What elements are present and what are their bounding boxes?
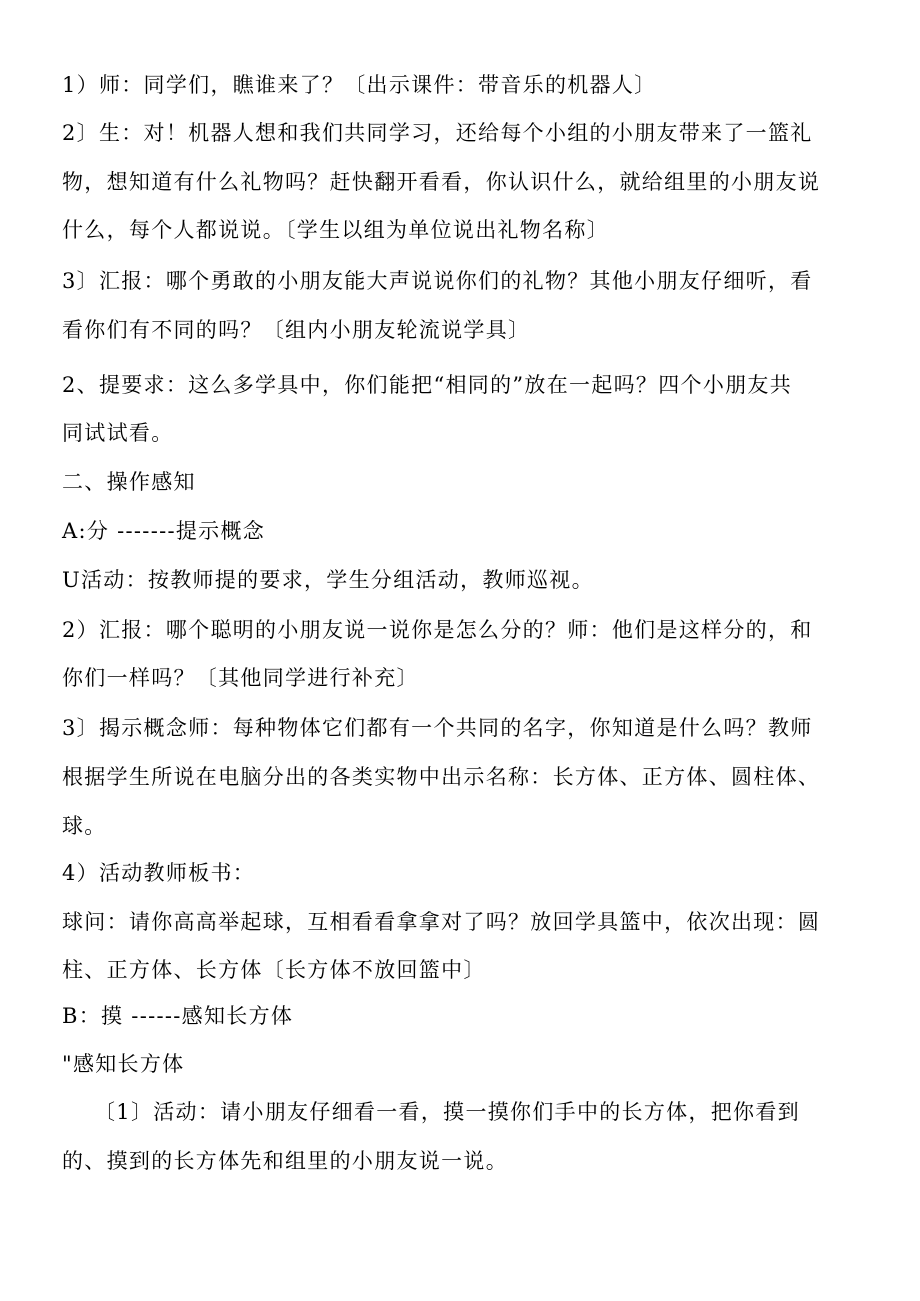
text-line: 3〕揭示概念师：每种物体它们都有一个共同的名字，你知道是什么吗？教师 bbox=[62, 716, 813, 740]
text-line: 什么，每个人都说说。〔学生以组为单位说出礼物名称〕 bbox=[62, 218, 609, 242]
text-line: B：摸 ------感知长方体 bbox=[62, 1004, 294, 1028]
text-line: 物，想知道有什么礼物吗？赶快翻开看看，你认识什么，就给组里的小朋友说 bbox=[62, 170, 821, 194]
text-line: 〔1〕活动：请小朋友仔细看一看，摸一摸你们手中的长方体，把你看到 bbox=[94, 1100, 800, 1124]
text-line: 2）汇报：哪个聪明的小朋友说一说你是怎么分的？师：他们是这样分的，和 bbox=[62, 618, 813, 642]
section-heading: 二、操作感知 bbox=[62, 470, 196, 494]
text-line: 3〕汇报：哪个勇敢的小朋友能大声说说你们的礼物？其他小朋友仔细听，看 bbox=[62, 269, 813, 293]
text-line: "感知长方体 bbox=[62, 1052, 185, 1076]
text-line: 同试试看。 bbox=[62, 421, 174, 445]
text-line: 1）师：同学们，瞧谁来了？〔出示课件：带音乐的机器人〕 bbox=[62, 73, 657, 97]
text-line: 柱、正方体、长方体〔长方体不放回篮中〕 bbox=[62, 958, 486, 982]
text-line: 根据学生所说在电脑分出的各类实物中出示名称：长方体、正方体、圆柱体、 bbox=[62, 765, 821, 789]
text-line: 2〕生：对！机器人想和我们共同学习，还给每个小组的小朋友带来了一篮礼 bbox=[62, 121, 813, 145]
text-line: A:分 -------提示概念 bbox=[62, 519, 266, 543]
text-line: 你们一样吗？〔其他同学进行补充〕 bbox=[62, 666, 419, 690]
text-line: 2、提要求：这么多学具中，你们能把“相同的”放在一起吗？四个小朋友共 bbox=[62, 373, 793, 397]
text-line: 球问：请你高高举起球，互相看看拿拿对了吗？放回学具篮中，依次出现：圆 bbox=[62, 910, 821, 934]
text-line: 的、摸到的长方体先和组里的小朋友说一说。 bbox=[62, 1149, 508, 1173]
text-line: 看你们有不同的吗？〔组内小朋友轮流说学具〕 bbox=[62, 318, 531, 342]
text-line: 球。 bbox=[62, 814, 107, 838]
text-line: U活动：按教师提的要求，学生分组活动，教师巡视。 bbox=[62, 568, 594, 592]
text-line: 4）活动教师板书： bbox=[62, 861, 256, 885]
